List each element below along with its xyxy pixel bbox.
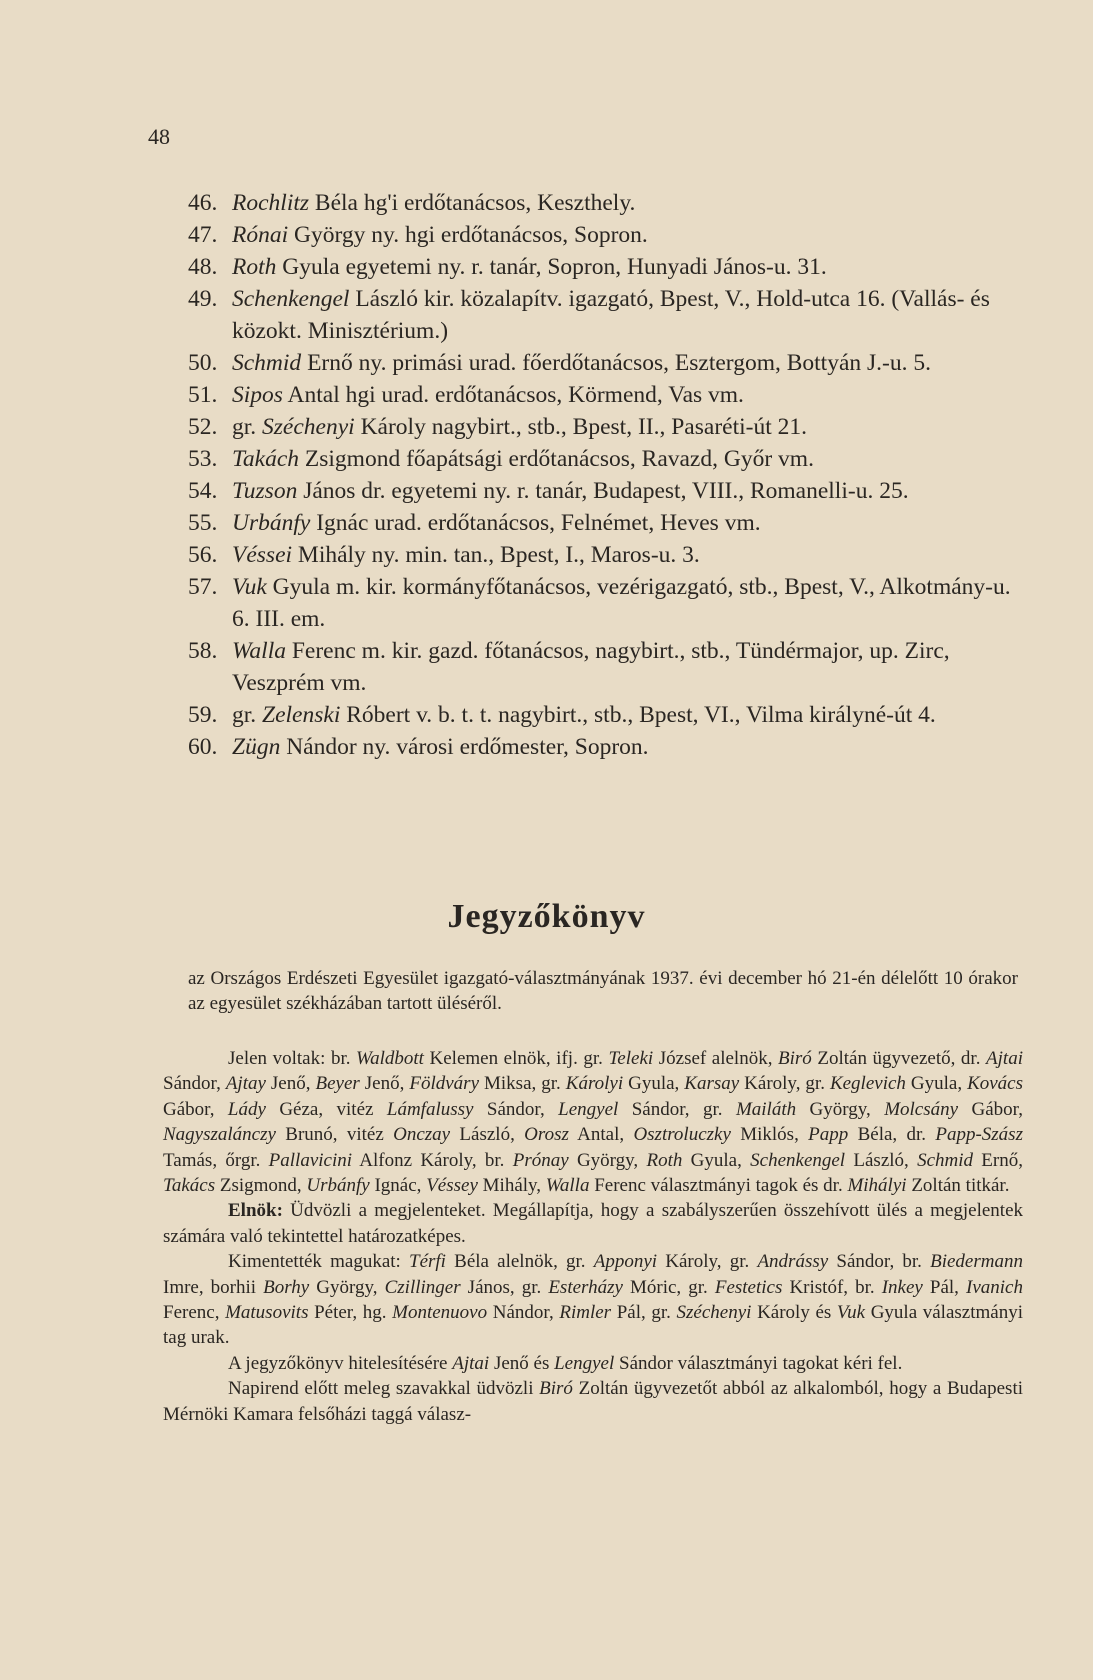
person-name: Lengyel bbox=[554, 1352, 615, 1374]
entry-name: Zügn bbox=[232, 734, 281, 760]
person-name: Papp-Szász bbox=[935, 1124, 1023, 1146]
person-name: Onczay bbox=[393, 1124, 451, 1146]
entry-text: Rónai György ny. hgi erdőtanácsos, Sopron. bbox=[232, 222, 648, 248]
entry-number: 50. bbox=[188, 350, 218, 376]
entry-text: Walla Ferenc m. kir. gazd. főtanácsos, nagybirt., stb., Tündérmajor, up. Zirc, Veszprém vm. bbox=[232, 638, 950, 696]
entry-text: gr. Zelenski Róbert v. b. t. t. nagybirt., stb., Bpest, VI., Vilma királyné-út 4. bbox=[232, 702, 936, 728]
person-name: Prónay bbox=[512, 1149, 569, 1171]
person-name: Mihályi bbox=[847, 1175, 907, 1197]
entry-text: Véssei Mihály ny. min. tan., Bpest, I., Maros-u. 3. bbox=[232, 542, 700, 568]
list-item bbox=[188, 379, 1033, 411]
person-name: Teleki bbox=[608, 1048, 654, 1069]
entry-number: 48. bbox=[188, 254, 218, 280]
paragraph: Kimentették magukat: Térfi Béla alelnök, gr. Apponyi Károly, gr. Andrássy Sándor, br. Biedermann Imre, borhii Borhy György, Czillinger János, gr. Esterházy Móric, gr. Festetics Kristóf, br. Inkey Pál, Ivanich Ferenc, Matusovits Péter, hg. Montenuovo Nándor, Rimler Pál, gr. Széchenyi Károly és Vuk Gyula választmányi tag urak. bbox=[163, 1251, 1023, 1349]
person-name: Ajtay bbox=[225, 1073, 266, 1095]
person-name: Osztroluczky bbox=[633, 1124, 731, 1146]
person-name: Nagyszalánczy bbox=[163, 1124, 276, 1146]
member-list bbox=[188, 187, 1033, 763]
entry-text: Takách Zsigmond főapátsági erdőtanácsos, Ravazd, Győr vm. bbox=[232, 446, 814, 472]
person-name: Ajtai bbox=[986, 1048, 1023, 1069]
entry-name: Takách bbox=[232, 446, 300, 472]
person-name: Lámfalussy bbox=[386, 1098, 474, 1120]
person-name: Földváry bbox=[409, 1073, 480, 1095]
person-name: Molcsány bbox=[884, 1098, 959, 1120]
list-item bbox=[188, 443, 1033, 475]
entry-text: Rochlitz Béla hg'i erdőtanácsos, Keszthely. bbox=[232, 190, 636, 216]
person-name: Keglevich bbox=[829, 1073, 906, 1095]
person-name: Waldbott bbox=[356, 1048, 424, 1069]
person-name: Roth bbox=[646, 1149, 683, 1171]
person-name: Beyer bbox=[315, 1073, 360, 1095]
entry-number: 59. bbox=[188, 702, 218, 728]
entry-text: Zügn Nándor ny. városi erdőmester, Sopron. bbox=[232, 734, 649, 760]
person-name: Karsay bbox=[684, 1073, 740, 1095]
minutes-body bbox=[163, 1046, 1023, 1427]
person-name: Inkey bbox=[881, 1276, 923, 1298]
entry-number: 52. bbox=[188, 414, 218, 440]
list-item bbox=[188, 507, 1033, 539]
entry-text: Vuk Gyula m. kir. kormányfőtanácsos, vezérigazgató, stb., Bpest, V., Alkotmány-u. 6. III. em. bbox=[232, 574, 1011, 632]
person-name: Schmid bbox=[917, 1149, 974, 1171]
person-name: Lengyel bbox=[558, 1098, 619, 1120]
person-name: Festetics bbox=[714, 1276, 783, 1298]
person-name: Lády bbox=[227, 1098, 266, 1120]
person-name: Montenuovo bbox=[392, 1302, 488, 1324]
entry-name: Rónai bbox=[232, 222, 289, 248]
entry-number: 56. bbox=[188, 542, 218, 568]
entry-number: 51. bbox=[188, 382, 218, 408]
person-name: Széchenyi bbox=[676, 1302, 752, 1324]
speaker-label: Elnök: bbox=[228, 1200, 283, 1222]
person-name: Borhy bbox=[263, 1276, 310, 1298]
list-item bbox=[188, 475, 1033, 507]
list-item bbox=[188, 347, 1033, 379]
paragraph: Jelen voltak: br. Waldbott Kelemen elnök, ifj. gr. Teleki József alelnök, Biró Zoltán ügyvezető, dr. Ajtai Sándor, Ajtay Jenő, Beyer Jenő, Földváry Miksa, gr. Károlyi Gyula, Karsay Károly, gr. Keglevich Gyula, Kovács Gábor, Lády Géza, vitéz Lámfalussy Sándor, Lengyel Sándor, gr. Mailáth György, Molcsány Gábor, Nagyszalánczy Brunó, vitéz Onczay László, Orosz Antal, Osztroluczky Miklós, Papp Béla, dr. Papp-Szász Tamás, őrgr. Pallavicini Alfonz Károly, br. Prónay György, Roth Gyula, Schenkengel László, Schmid Ernő, Takács Zsigmond, Urbánfy Ignác, Véssey Mihály, Walla Ferenc választmányi tagok és dr. Mihályi Zoltán titkár. bbox=[163, 1048, 1024, 1197]
person-name: Véssey bbox=[426, 1175, 478, 1197]
person-name: Apponyi bbox=[593, 1251, 658, 1273]
person-name: Schenkengel bbox=[750, 1149, 846, 1171]
list-item bbox=[188, 571, 1033, 635]
person-name: Czillinger bbox=[384, 1276, 461, 1298]
entry-name: Véssei bbox=[232, 542, 293, 568]
paragraph: Elnök: Üdvözli a megjelenteket. Megállapítja, hogy a szabályszerűen összehívott ülés a megjelentek számára való tekintettel határozatképes. bbox=[163, 1200, 1023, 1247]
entry-name: Vuk bbox=[232, 574, 267, 600]
entry-number: 46. bbox=[188, 190, 218, 216]
entry-name: Walla bbox=[232, 638, 286, 664]
person-name: Orosz bbox=[524, 1124, 569, 1146]
person-name: Biedermann bbox=[930, 1251, 1023, 1273]
person-name: Papp bbox=[808, 1124, 849, 1146]
person-name: Ivanich bbox=[966, 1276, 1023, 1298]
entry-number: 60. bbox=[188, 734, 218, 760]
person-name: Vuk bbox=[836, 1302, 866, 1324]
person-name: Rimler bbox=[559, 1302, 612, 1324]
person-name: Pallavicini bbox=[268, 1149, 353, 1171]
entry-name: Schmid bbox=[232, 350, 302, 376]
person-name: Takács bbox=[163, 1175, 216, 1197]
entry-name: Sipos bbox=[232, 382, 283, 408]
entry-text: Tuzson János dr. egyetemi ny. r. tanár, Budapest, VIII., Romanelli-u. 25. bbox=[232, 478, 909, 504]
entry-text: Schenkengel László kir. közalapítv. igazgató, Bpest, V., Hold-utca 16. (Vallás- és közokt. Minisztérium.) bbox=[232, 286, 990, 344]
entry-number: 58. bbox=[188, 638, 218, 664]
person-name: Andrássy bbox=[757, 1251, 829, 1273]
person-name: Ajtai bbox=[452, 1352, 490, 1374]
entry-number: 55. bbox=[188, 510, 218, 536]
person-name: Térfi bbox=[409, 1251, 446, 1273]
list-item bbox=[188, 219, 1033, 251]
section-subtitle: az Országos Erdészeti Egyesület igazgató-választmányának 1937. évi december hó 21-én délelőtt 10 órakor az egyesület székházában tartott üléséről. bbox=[188, 968, 1018, 1014]
entry-number: 49. bbox=[188, 286, 218, 312]
entry-name: Tuzson bbox=[232, 478, 298, 504]
person-name: Walla bbox=[545, 1175, 590, 1197]
entry-text: gr. Széchenyi Károly nagybirt., stb., Bpest, II., Pasaréti-út 21. bbox=[232, 414, 807, 440]
list-item bbox=[188, 251, 1033, 283]
entry-text: Urbánfy Ignác urad. erdőtanácsos, Felnémet, Heves vm. bbox=[232, 510, 761, 536]
list-item bbox=[188, 539, 1033, 571]
entry-number: 57. bbox=[188, 574, 218, 600]
list-item bbox=[188, 699, 1033, 731]
person-name: Matusovits bbox=[225, 1302, 309, 1324]
entry-name: Roth bbox=[232, 254, 277, 280]
page-number: 48 bbox=[148, 124, 170, 149]
paragraph: A jegyzőkönyv hitelesítésére Ajtai Jenő és Lengyel Sándor választmányi tagokat kéri fel. bbox=[228, 1352, 903, 1374]
person-name: Esterházy bbox=[548, 1276, 623, 1298]
list-item bbox=[188, 731, 1033, 763]
person-name: Kovács bbox=[967, 1073, 1024, 1095]
person-name: Károlyi bbox=[565, 1073, 624, 1095]
list-item bbox=[188, 187, 1033, 219]
person-name: Mailáth bbox=[735, 1098, 797, 1120]
paragraph: Napirend előtt meleg szavakkal üdvözli Biró Zoltán ügyvezetőt abból az alkalomból, hogy a Budapesti Mérnöki Kamara felsőházi taggá válasz- bbox=[163, 1378, 1023, 1425]
list-item bbox=[188, 635, 1033, 699]
entry-text: Sipos Antal hgi urad. erdőtanácsos, Körmend, Vas vm. bbox=[232, 382, 744, 408]
entry-name: Urbánfy bbox=[232, 510, 311, 536]
section-heading: Jegyzőkönyv bbox=[447, 898, 646, 935]
entry-text: Roth Gyula egyetemi ny. r. tanár, Sopron, Hunyadi János-u. 31. bbox=[232, 254, 827, 280]
entry-text: Schmid Ernő ny. primási urad. főerdőtanácsos, Esztergom, Bottyán J.-u. 5. bbox=[232, 350, 931, 376]
entry-name: Zelenski bbox=[262, 702, 341, 728]
person-name: Biró bbox=[778, 1048, 812, 1069]
person-name: Urbánfy bbox=[306, 1175, 370, 1197]
list-item bbox=[188, 283, 1033, 347]
entry-number: 53. bbox=[188, 446, 218, 472]
entry-name: Széchenyi bbox=[262, 414, 355, 440]
list-item bbox=[188, 411, 1033, 443]
entry-number: 47. bbox=[188, 222, 218, 248]
person-name: Biró bbox=[539, 1378, 573, 1400]
entry-name: Schenkengel bbox=[232, 286, 350, 312]
entry-number: 54. bbox=[188, 478, 218, 504]
entry-name: Rochlitz bbox=[232, 190, 310, 216]
